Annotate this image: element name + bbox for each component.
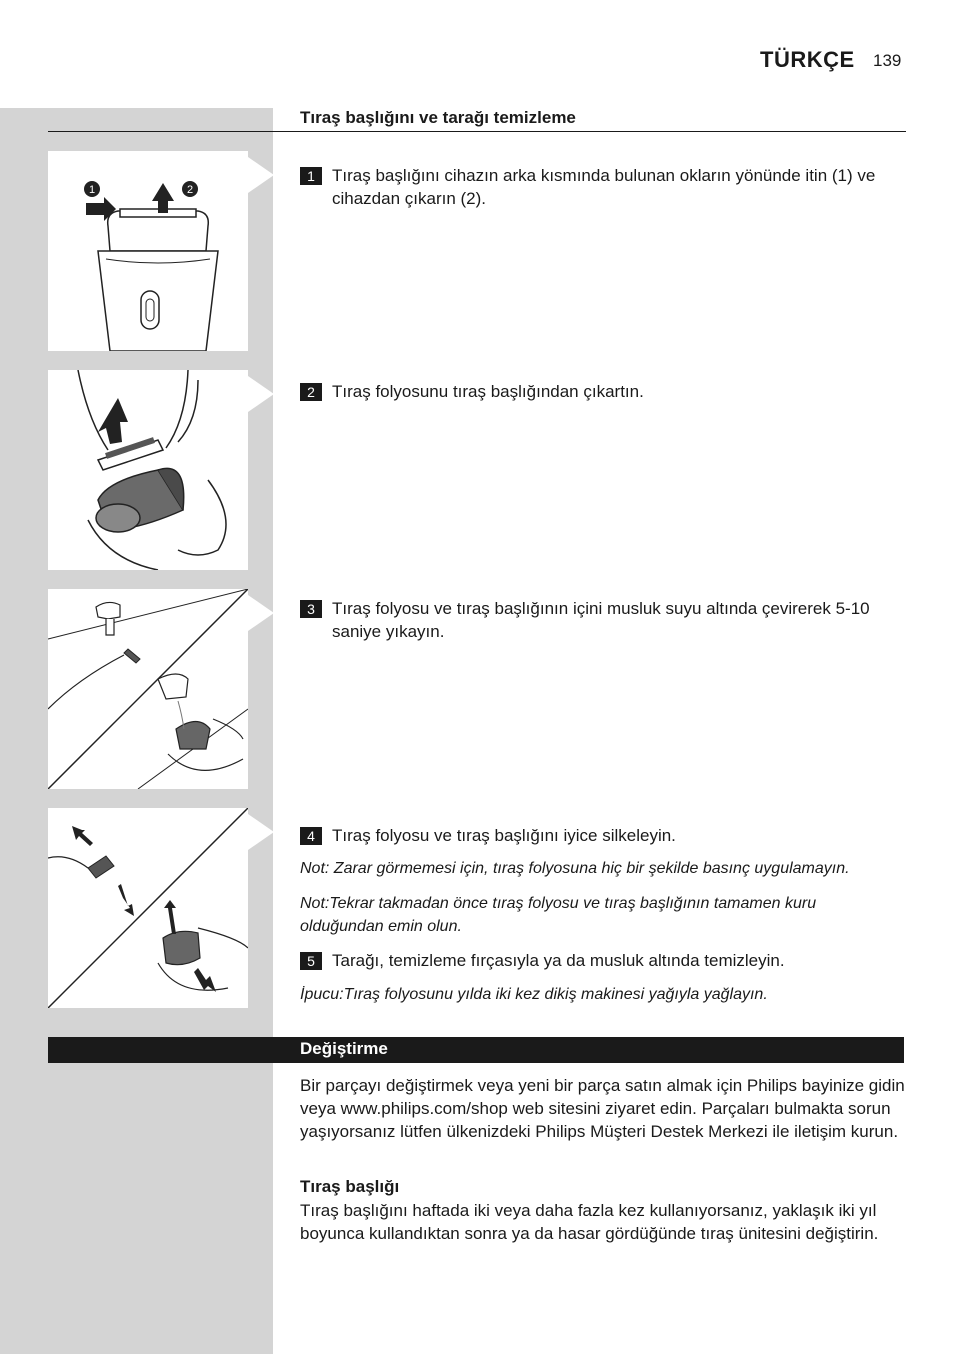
section-bar-replacement xyxy=(48,1037,904,1063)
shaving-head-text: Tıraş başlığını haftada iki veya daha fazla kez kullanıyorsanız, yaklaşık iki yıl boyunca kullandıktan sonra ya da hasar gördüğünde tıraş ünitesini değiştirin. xyxy=(300,1201,879,1243)
step-text: Tarağı, temizleme fırçasıyla ya da musluk altında temizleyin. xyxy=(332,951,785,970)
step-3 xyxy=(300,597,904,643)
subsection-title-shaving-head: Tıraş başlığı xyxy=(300,1177,400,1196)
section-title-replacement: Değiştirme xyxy=(300,1039,388,1058)
figure-remove-head xyxy=(48,151,248,351)
step-text: Tıraş folyosu ve tıraş başlığını iyice silkeleyin. xyxy=(332,826,676,845)
figure-pointer xyxy=(248,595,274,631)
figure-remove-foil xyxy=(48,370,248,570)
figure-label-1: 1 xyxy=(88,184,96,196)
step-number: 1 xyxy=(300,167,322,185)
figure-label-2: 2 xyxy=(186,184,194,196)
step-text: Tıraş folyosu ve tıraş başlığının içini musluk suyu altında çevirerek 5-10 saniye yıkayın. xyxy=(332,599,870,641)
figure-pointer xyxy=(248,814,274,850)
figure-pointer xyxy=(248,157,274,193)
step-text: Tıraş folyosunu tıraş başlığından çıkartın. xyxy=(332,382,644,401)
step-text: Tıraş başlığını cihazın arka kısmında bulunan okların yönünde itin (1) ve cihazdan çıkarın (2). xyxy=(332,166,876,208)
step-4 xyxy=(300,824,904,847)
section-title-cleaning: Tıraş başlığını ve tarağı temizleme xyxy=(300,108,576,127)
figure-rinse xyxy=(48,589,248,789)
tip-lubricate: İpucu:Tıraş folyosunu yılda iki kez dikiş makinesi yağıyla yağlayın. xyxy=(300,986,768,1003)
step-number: 4 xyxy=(300,827,322,845)
step-2 xyxy=(300,380,904,403)
figure-pointer xyxy=(248,376,274,412)
step-1 xyxy=(300,164,904,210)
step-5 xyxy=(300,949,904,972)
note-dry: Not:Tekrar takmadan önce tıraş folyosu ve tıraş başlığının tamamen kuru olduğundan emin olun. xyxy=(300,895,817,935)
page-number: 139 xyxy=(873,51,902,70)
section-rule xyxy=(48,131,906,132)
step-number: 2 xyxy=(300,383,322,401)
step-number: 5 xyxy=(300,952,322,970)
note-pressure: Not: Zarar görmemesi için, tıraş folyosuna hiç bir şekilde basınç uygulamayın. xyxy=(300,860,850,877)
step-number: 3 xyxy=(300,600,322,618)
replacement-intro: Bir parçayı değiştirmek veya yeni bir parça satın almak için Philips bayinize gidin veya www.philips.com/shop web sitesini ziyaret edin. Parçaları bulmakta sorun yaşıyorsanız lütfen ülkenizdeki Philips Müşteri Destek Merkezi ile iletişim kurun. xyxy=(300,1076,905,1141)
language-header: TÜRKÇE xyxy=(760,47,855,72)
figure-shake xyxy=(48,808,248,1008)
